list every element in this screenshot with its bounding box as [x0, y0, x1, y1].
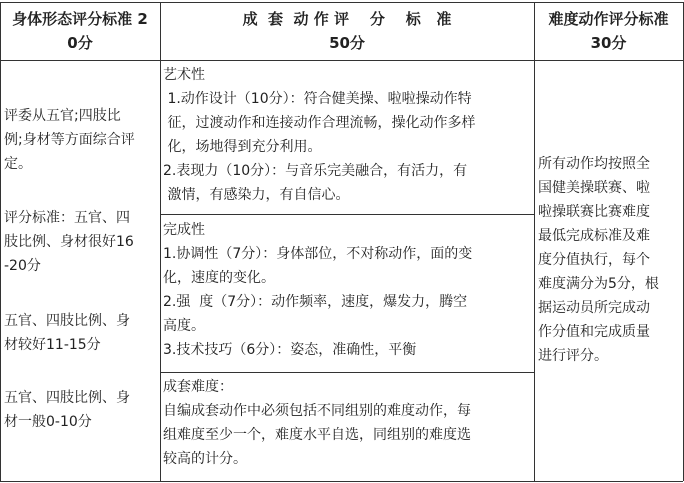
- table-border-bottom: [0, 481, 683, 482]
- body-shape-criteria-high: 评分标准：五官、四 肢比例、身材很好16 -20分: [4, 210, 134, 274]
- table-border-left: [0, 2, 1, 481]
- table-header-rule: [0, 60, 683, 61]
- section-routine-difficulty: 成套难度： 自编成套动作中必须包括不同组别的难度动作，每 组难度至少一个，难度水平自选，同组别的难度选 较高的计分。: [163, 379, 471, 467]
- table-border-top: [0, 2, 683, 3]
- header-routine: 成 套 动 作 评 分 标 准 50分: [242, 10, 452, 52]
- section-execution: 完成性 1.协调性（7分）：身体部位，不对称动作，面的变 化，速度的变化。 2.强 度（7分）：动作频率，速度，爆发力，腾空 高度。 3.技术技巧（6分）：姿态，准确性，平衡: [163, 222, 473, 358]
- header-body-shape: 身体形态评分标准 2 0分: [12, 10, 148, 52]
- col2-divider-1: [160, 214, 534, 215]
- body-shape-criteria-low: 五官、四肢比例、身 材一般0-10分: [4, 390, 130, 430]
- body-shape-criteria-mid: 五官、四肢比例、身 材较好11-15分: [4, 313, 130, 353]
- col-divider-2: [534, 2, 535, 481]
- difficulty-description: 所有动作均按照全 国健美操联赛、啦 啦操联赛比赛难度 最低完成标准及难 度分值执行，每个 难度满分为5分，根 据运动员所完成动 作分值和完成质量 进行评分。: [538, 156, 659, 364]
- col-divider-1: [160, 2, 161, 481]
- body-shape-intro: 评委从五官;四肢比 例;身材等方面综合评 定。: [4, 108, 135, 172]
- section-artistry: 艺术性 1.动作设计（10分）：符合健美操、啦啦操动作特 征，过渡动作和连接动作合理流畅，操化动作多样 化，场地得到充分利用。 2.表现力（10分）：与音乐完美融合，有活力，有 激情，有感染力，有自信心。: [163, 67, 476, 203]
- header-difficulty: 难度动作评分标准 30分: [548, 10, 669, 52]
- col2-divider-2: [160, 372, 534, 373]
